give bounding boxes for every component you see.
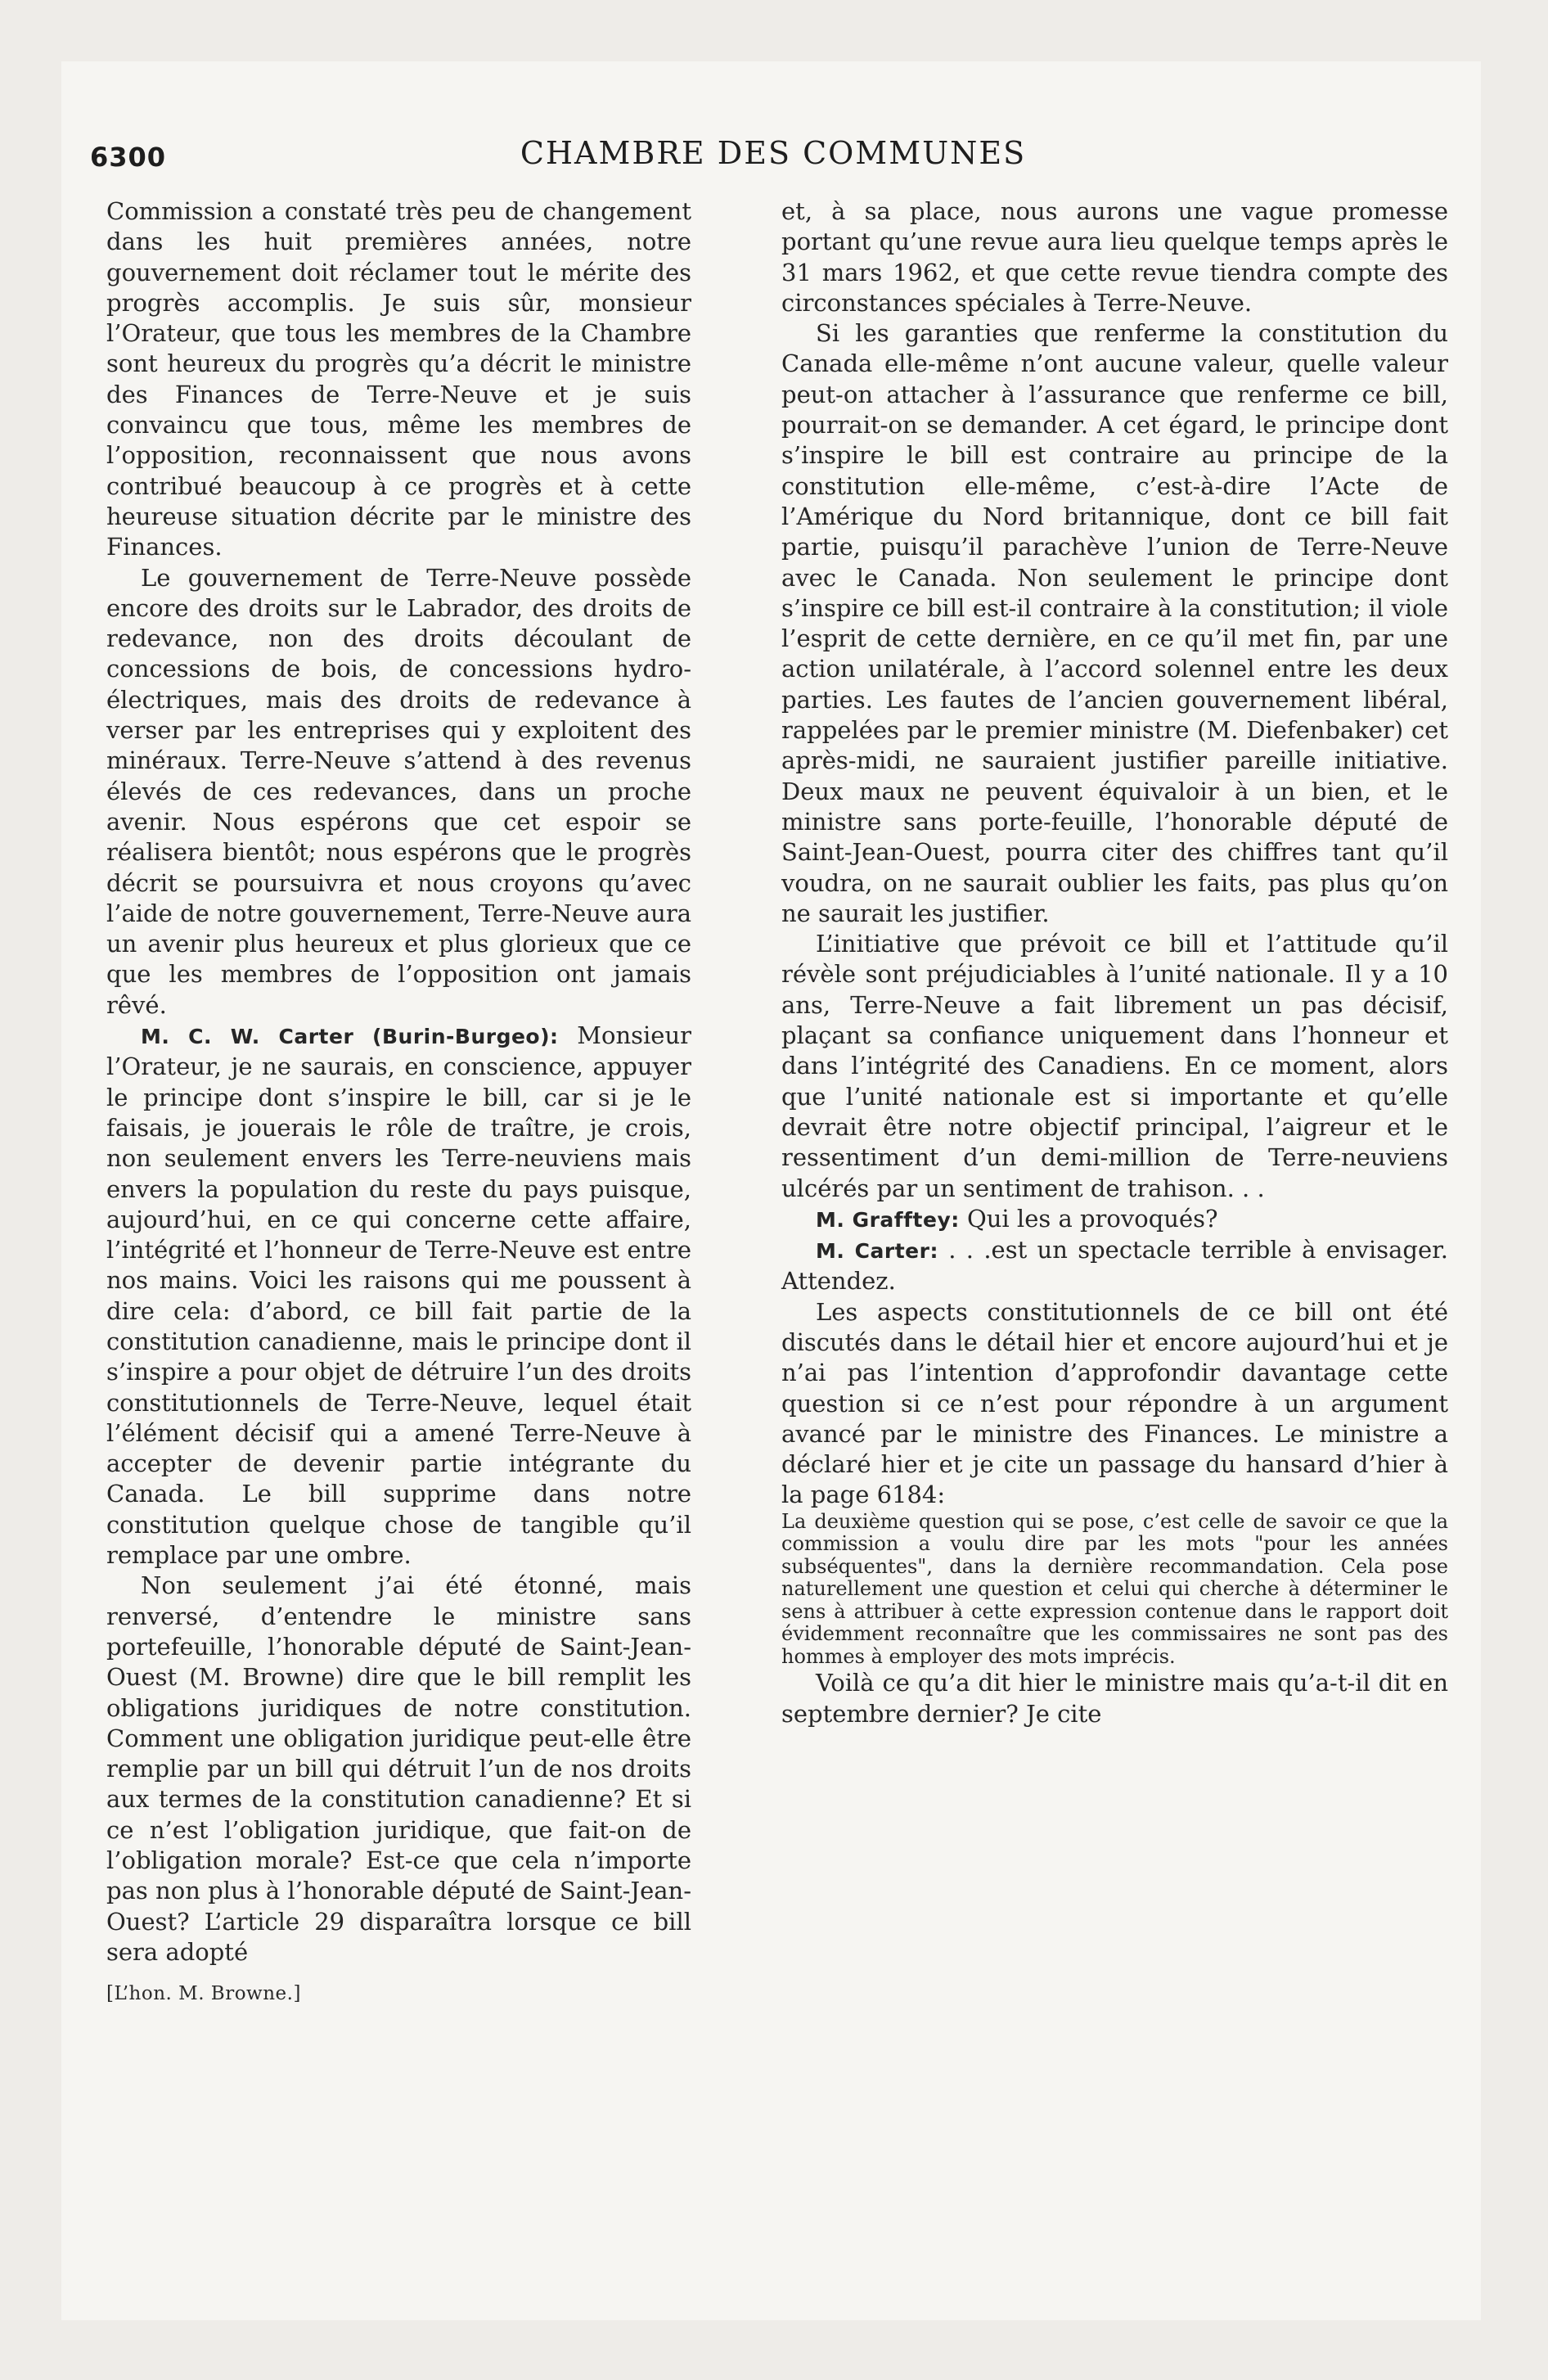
paragraph: Voilà ce qu’a dit hier le ministre mais qu’a-t-il dit en septembre dernier? Je cite: [781, 1669, 1448, 1728]
block-quote: La deuxième question qui se pose, c’est celle de savoir ce que la commission a voulu dire par les mots "pour les années subséquentes", dans la dernière recommandation. Cela pose naturellement une question et celui qui cherche à déterminer le sens à attribuer à cette expression contenue dans le rapport doit évidemment reconnaître que les commissaires ne sont pas des hommes à employer des mots imprécis.: [781, 1509, 1448, 1668]
paragraph: Si les garanties que renferme la constitution du Canada elle-même n’ont aucune valeur, quelle valeur peut-on attacher à l’assurance que renferme ce bill, pourrait-on se demander. A cet égard, le principe dont s’inspire le bill est contraire au principe de la constitution elle-même, c’est-à-dire l’Acte de l’Amérique du Nord britannique, dont ce bill fait partie, puisqu’il parachève l’union de Terre-Neuve avec le Canada. Non seulement le principe dont s’inspire ce bill est-il contraire à la constitution; il viole l’esprit de cette dernière, en ce qu’il met fin, par une action unilatérale, à l’accord solennel entre les deux parties. Les fautes de l’ancien gouvernement libéral, rappelées par le premier ministre (M. Diefenbaker) cet après-midi, ne sauraient justifier pareille initiative. Deux maux ne peuvent équivaloir à un bien, et le ministre sans porte-feuille, l’honorable député de Saint-Jean-Ouest, pourra citer des chiffres tant qu’il voudra, on ne saurait oublier les faits, pas plus qu’on ne saurait les justifier.: [781, 319, 1448, 927]
speaker-attribution: [L’hon. M. Browne.]: [106, 1983, 301, 2005]
paragraph: Les aspects constitutionnels de ce bill ont été discutés dans le détail hier et encore aujourd’hui et je n’ai pas l’intention d’approfondir davantage cette question si ce n’est pour répondre à un argument avancé par le ministre des Finances. Le ministre a déclaré hier et je cite un passage du hansard d’hier à la page 6184:: [781, 1297, 1448, 1509]
paragraph: et, à sa place, nous aurons une vague promesse portant qu’une revue aura lieu quelque temps après le 31 mars 1962, et que cette revue tiendra compte des circonstances spéciales à Terre-Neuve.: [781, 197, 1448, 317]
speech-text: Qui les a provoqués?: [966, 1204, 1218, 1233]
speech-paragraph: [106, 1021, 691, 1571]
speech-text: . . .est un spectacle terrible à envisager. Attendez.: [781, 1236, 1449, 1296]
left-column: [106, 196, 691, 2010]
paragraph: L’initiative que prévoit ce bill et l’attitude qu’il révèle sont préjudiciables à l’unité nationale. Il y a 10 ans, Terre-Neuve a fait librement un pas décisif, plaçant sa confiance uniquement dans l’honneur et dans l’intégrité des Canadiens. En ce moment, alors que l’unité nationale est si importante et qu’elle devrait être notre objectif principal, l’aigreur et le ressentiment d’un demi-million de Terre-neuviens ulcérés par un sentiment de trahison. . .: [781, 930, 1448, 1202]
page-number: 6300: [90, 142, 167, 173]
speech-paragraph: [781, 1204, 1448, 1235]
page-header: [90, 135, 1456, 184]
right-column: [781, 196, 1448, 1729]
paragraph: Commission a constaté très peu de changement dans les huit premières années, notre gouvernement doit réclamer tout le mérite des progrès accomplis. Je suis sûr, monsieur l’Orateur, que tous les membres de la Chambre sont heureux du progrès qu’a décrit le ministre des Finances de Terre-Neuve et je suis convaincu que tous, même les membres de l’opposition, reconnaissent que nous avons contribué beaucoup à ce progrès et à cette heureuse situation décrite par le ministre des Finances.: [106, 197, 691, 561]
running-head: CHAMBRE DES COMMUNES: [520, 135, 1027, 171]
speech-paragraph: [781, 1235, 1448, 1297]
paragraph: Le gouvernement de Terre-Neuve possède encore des droits sur le Labrador, des droits de redevance, non des droits découlant de concessions de bois, de concessions hydro-électriques, mais des droits de redevance à verser par les entreprises qui y exploitent des minéraux. Terre-Neuve s’attend à des revenus élevés de ces redevances, dans un proche avenir. Nous espérons que cet espoir se réalisera bientôt; nous espérons que le progrès décrit se poursuivra et nous croyons qu’avec l’aide de notre gouvernement, Terre-Neuve aura un avenir plus heureux et plus glorieux que ce que les membres de l’opposition ont jamais rêvé.: [106, 563, 691, 1019]
paragraph: Non seulement j’ai été étonné, mais renversé, d’entendre le ministre sans portefeuille, l’honorable député de Saint-Jean-Ouest (M. Browne) dire que le bill remplit les obligations juridiques de notre constitution. Comment une obligation juridique peut-elle être remplie par un bill qui détruit l’un de nos droits aux termes de la constitution canadienne? Et si ce n’est l’obligation juridique, que fait-on de l’obligation morale? Est-ce que cela n’importe pas non plus à l’honorable député de Saint-Jean-Ouest? L’article 29 disparaîtra lorsque ce bill sera adopté: [106, 1571, 691, 1966]
speaker-name: M. Grafftey:: [816, 1207, 960, 1232]
speech-text: Monsieur l’Orateur, je ne saurais, en conscience, appuyer le principe dont s’inspire le bill, car si je le faisais, je jouerais le rôle de traître, je crois, non seulement envers les Terre-neuviens mais envers la population du reste du pays puisque, aujourd’hui, en ce qui concerne cette affaire, l’intégrité et l’honneur de Terre-Neuve est entre nos mains. Voici les raisons qui me poussent à dire cela: d’abord, ce bill fait partie de la constitution canadienne, mais le principe dont il s’inspire a pour objet de détruire l’un des droits constitutionnels de Terre-Neuve, lequel était l’élément décisif qui a amené Terre-Neuve à accepter de devenir partie intégrante du Canada. Le bill supprime dans notre constitution quelque chose de tangible qu’il remplace par une ombre.: [106, 1021, 691, 1570]
speaker-name: M. Carter:: [816, 1239, 938, 1264]
speaker-name: M. C. W. Carter (Burin-Burgeo):: [141, 1025, 559, 1049]
